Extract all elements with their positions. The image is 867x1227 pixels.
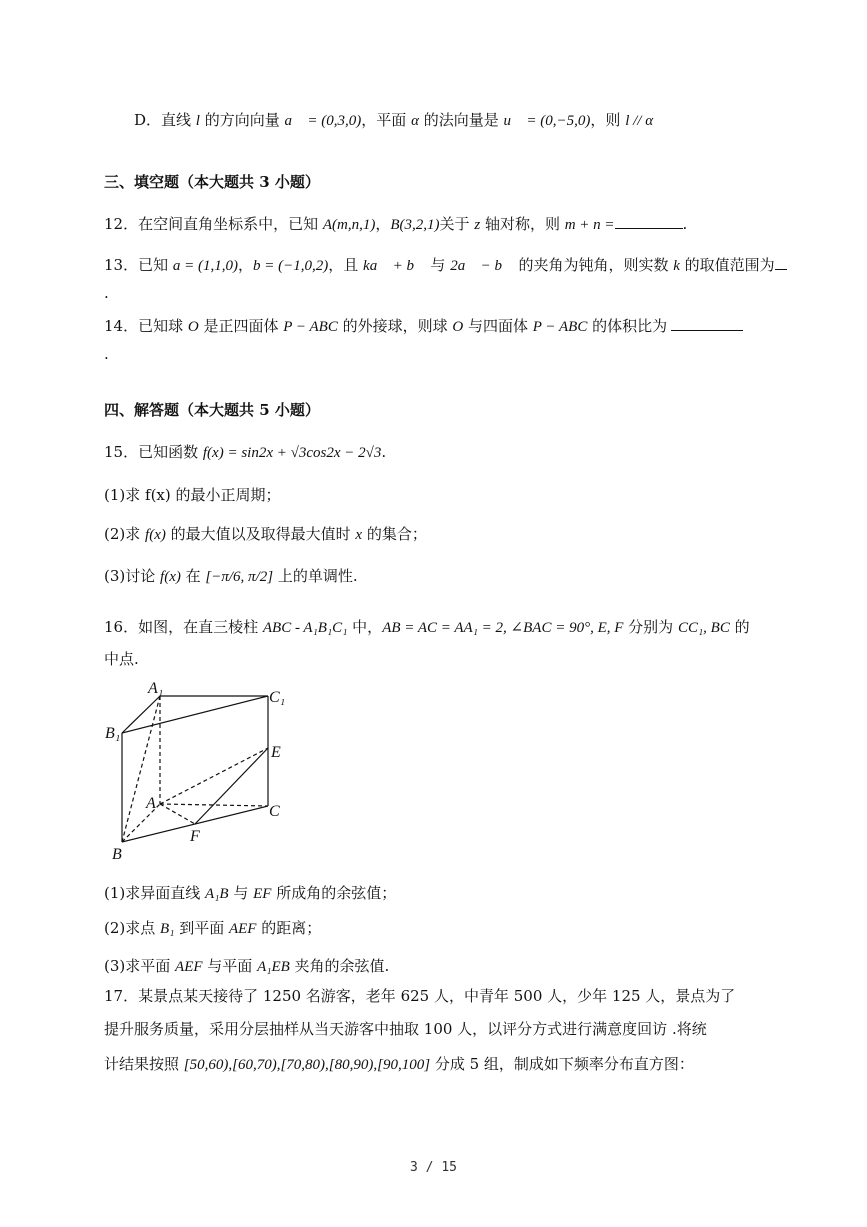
question-15-part-3: (3)讨论 f(x) 在 [−π/6, π/2] 上的单调性. [104,567,358,585]
question-14: 14．已知球 O 是正四面体 P − ABC 的外接球，则球 O 与四面体 P − ABC 的体积比为 [104,315,743,338]
edge-b1-c1 [122,696,268,733]
question-16-part-2: (2)求点 B₁ 到平面 AEF 的距离； [104,919,322,937]
answer-blank[interactable] [671,316,743,331]
question-14-dot: . [104,345,109,363]
label-c: C [269,803,280,820]
label-b1: B₁ [105,725,121,742]
label-c1: C₁ [269,689,286,706]
question-16-part-3: (3)求平面 AEF 与平面 A₁EB 夹角的余弦值. [104,957,390,975]
question-16: 16．如图，在直三棱柱 ABC - A₁B₁C₁ 中，AB = AC = AA₁ = 2, ∠BAC = 90°, E, F 分别为 CC₁, BC 的 [104,618,750,636]
label-a1: A₁ [148,680,164,697]
question-16-part-1: (1)求异面直线 A₁B 与 EF 所成角的余弦值； [104,884,397,902]
question-16-line-2: 中点. [104,650,139,668]
segment-a-e [160,748,268,804]
edge-b1-a1 [122,696,160,733]
label-a: A [146,795,156,812]
question-15-part-1: (1)求 f(x) 的最小正周期； [104,486,281,504]
question-17-line-1: 17．某景点某天接待了 1250 名游客，老年 625 人，中青年 500 人，少年 125 人，景点为了 [104,987,736,1005]
question-17-line-3: 计结果按照 [50,60),[60,70),[70,80),[80,90),[90,100] 分成 5 组，制成如下频率分布直方图： [104,1055,694,1073]
option-d: D．直线 l 的方向向量 a⃗ = (0,3,0)，平面 α 的法向量是 u⃗ = (0,−5,0)，则 l // α [134,111,654,129]
section-3-title: 三、填空题（本大题共 3 小题） [104,173,320,191]
question-15: 15．已知函数 f(x) = sin2x + √3cos2x − 2√3. [104,443,387,461]
section-4-title: 四、解答题（本大题共 5 小题） [104,401,320,419]
question-12: 12．在空间直角坐标系中，已知 A(m,n,1)，B(3,2,1)关于 z 轴对称，则 m + n = . [104,215,688,233]
segment-a-f [160,804,195,824]
question-13-dot: . [104,284,109,302]
question-15-part-2: (2)求 f(x) 的最大值以及取得最大值时 x 的集合； [104,525,427,543]
segment-a1-b [122,696,160,842]
answer-blank[interactable] [775,255,787,270]
page-number: 3 / 15 [410,1160,457,1175]
prism-figure [100,676,300,866]
segment-f-e [195,748,268,824]
question-13: 13．已知 a = (1,1,0)，b = (−1,0,2)，且 ka⃗ + b⃗ 与 2a⃗ − b⃗ 的夹角为钝角，则实数 k 的取值范围为 [104,254,787,277]
answer-blank[interactable] [615,214,683,229]
question-17-line-2: 提升服务质量，采用分层抽样从当天游客中抽取 100 人，以评分方式进行满意度回访 .将统 [104,1020,707,1038]
label-e: E [271,744,281,761]
label-b: B [112,846,122,863]
label-f: F [190,828,200,845]
